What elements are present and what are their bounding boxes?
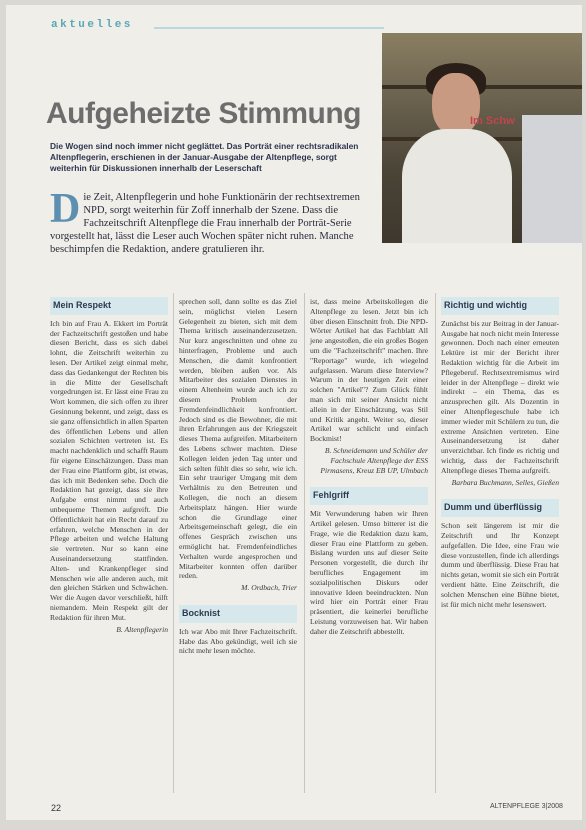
letter-signature: Barbara Buchmann, Selles, Gießen: [451, 477, 559, 487]
article-intro: [50, 186, 360, 256]
rubric-rule: [154, 27, 384, 29]
letter-signature: B. Schneidemann und Schüler der Fachschule Altenpflege der ESS Pirmasens, Kreuz EB UP, Ulmbach: [320, 445, 428, 475]
letter-body: Mit Verwunderung haben wir Ihren Artikel gelesen. Umso bitterer ist die Frage, wie die Redaktion dazu kam, dieser Frau eine Plattform zu geben. Bislang wurden uns auf dieser Seite Personen vorgestellt, die durch ihr berufliches Engagement im sozialpolitischen Diskurs oder innovative Ideen beeindruckten. Nun wird hier ein Porträt einer Frau präsentiert, die keinerlei berufliche Leistung vorzuweisen hat. Wir haben daher die Zeitschrift abbestellt.: [310, 509, 428, 636]
section-rubric: aktuelles: [51, 19, 133, 31]
letter-heading: Mein Respekt: [50, 297, 168, 315]
letter-heading: Dumm und überflüssig: [441, 499, 559, 517]
photo-body: [402, 129, 512, 243]
column-rule: [173, 293, 174, 793]
letter-signature: M. Ordbach, Trier: [241, 583, 297, 593]
intro-text: ie Zeit, Altenpflegerin und hohe Funktionärin der rechtsextremen NPD, sorgt weiterhin für Zoff innerhalb der Szene. Dass die Fachzeitschrift Altenpflege die Frau innerhalb der Porträt-Serie vorgestellt hat, lässt die Leser auch Wochen später nicht ruhen. Manche beschimpfen die Redaktion, andere gratulieren ihr.: [50, 192, 360, 255]
letter-heading: Fehlgriff: [310, 487, 428, 505]
letter-body: Zunächst bis zur Beitrag in der Januar-Ausgabe hat noch nicht mein Interesse gewonnen. Doch nach einer erneuten Lektüre ist mir der Bericht ihrer Redaktion wichtig für die Arbeit im Pflegeberuf. Rechtsextremismus wird leider in der Altenpflege – direkt wie indirekt – ein Thema, das es anzusprechen gilt. Als Dozentin in einer Altenpflegeschule habe ich immer wieder mit Schülern zu tun, die extreme Ansichten vertreten. Eine Auseinandersetzung ist daher unverzichtbar. Ich finde es richtig und wichtig, dass der Fachzeitschrift Altenpflege dieses Thema aufgreift.: [441, 318, 559, 475]
photo-poster: [522, 115, 582, 243]
letter-heading: Richtig und wichtig: [441, 297, 559, 315]
letter-column-3: [310, 297, 428, 639]
letter-heading: Bocknist: [179, 605, 297, 623]
portrait-photo: [382, 33, 582, 243]
article-headline: Aufgeheizte Stimmung: [46, 97, 362, 130]
letter-body: ist, dass meine Arbeitskollegen die Altenpflege zu lesen. Jetzt bin ich über diesen Einschnitt froh. Die NPD-Wörter Artikel hat das Fachblatt All jene angestoßen, die ein großes Bogen um die "Fachzeitschrift" machen. Ihre "Reportage" wurde, ich wiegelnd aufgelassen. Warum diese Interview? Warum in der heutigen Zeit einer solchen "Artikel"? Zum Glück fühlt man sich mit seiner Ansicht nicht allein in der Einschätzung, was Stil und Kritik angeht. Weiter so, dieser Artikel war schlicht und einfach Bockmist!: [310, 297, 428, 444]
column-rule: [435, 293, 436, 793]
letter-body: sprechen soll, dann sollte es das Ziel sein, möglichst vielen Lesern Gelegenheit zu bieten, sich mit dem Thema kritisch auseinanderzusetzen. Nur kurz angeschnitten und ohne zu hinterfragen, Probleme und auch Menschen, die damit konfrontiert werden, bleiben außen vor. Als Mitarbeiter des sozialen Dienstes in einem Altenheim wurde auch ich zu diesem Problem der Fremdenfeindlichkeit konfrontiert. Jedoch sind es die Bewohner, die mit ihren Erfahrungen aus der Kriegszeit dieses Thema aufgreifen. Mitarbeitern des Lebens schwer machten. Diese Kollegen leiden jeden Tag unter und sich selten fühlt dies so sehr, wie ich. Ein sehr trauriger Umgang mit dem Verhältnis zu den Betreuten und Kollegen, die noch an diesem Arbeitsplatz hängen. Hier wurde schon die Grundlage einer Arbeitsgemeinschaft gelegt, die ein offenes Gespräch zwischen uns ermöglicht hat. Fremdenfeindliches Verhalten wurde angesprochen und Mitarbeiter konnten offen darüber reden.: [179, 297, 297, 581]
drop-cap: D: [50, 186, 81, 232]
letter-signature: B. Altenpflegerin: [116, 624, 168, 634]
letter-column-1: [50, 297, 168, 634]
letter-column-2: [179, 297, 297, 656]
column-rule: [304, 293, 305, 793]
letter-body: Ich war Abo mit Ihrer Fachzeitschrift. Habe das Abo gekündigt, weil ich sie nicht mehr lesen möchte.: [179, 626, 297, 656]
letter-body: Ich bin auf Frau A. Ekkert im Porträt der Fachzeitschrift gestoßen und habe diesen Bericht, dass es sich dabei lohnt, die Zeitschrift weiterhin zu lesen. Der Artikel zeigt einmal mehr, dass das Gedankengut der Rechten bis in die Mitte der Gesellschaft vorgedrungen ist. Er lässt eine Frau zu Wort kommen, die sich offen zu ihrer Gesinnung bekennt, und zeigt, dass es sie ganz offensichtlich in allen Sparten des öffentlichen Lebens und allen sozialen Schichten vertreten ist. Es macht nachdenklich und schafft Raum für eigene Einschätzungen. Dass man der Frau eine Plattform gibt, ist etwas, das ich mit Bedenken sehe. Doch die Redaktion hat gezeigt, dass sie ihre Aufgabe ernst nimmt und auch unbequeme Themen aufgreift. Die Öffentlichkeit hat ein Recht darauf zu erfahren, welche Menschen in der Pflege arbeiten und welche Haltung sie vertreten. Nur so kann eine Auseinandersetzung stattfinden. Alten- und Krankenpfleger sind Menschen wie alle anderen auch, mit den gleichen Stärken und Schwächen. Wer die Augen davor verschließt, hilft niemandem. Mein Respekt gilt der Redaktion für ihren Mut.: [50, 318, 168, 622]
letter-column-4: [441, 297, 559, 609]
magazine-page: [6, 5, 582, 820]
page-number: 22: [51, 803, 62, 813]
issue-footer: ALTENPFLEGE 3|2008: [490, 803, 563, 810]
photo-poster-text: Im Schw: [470, 115, 515, 127]
article-lead: Die Wogen sind noch immer nicht geglättet. Das Porträt einer rechtsradikalen Altenpflegerin, erschienen in der Januar-Ausgabe der Altenpflege, sorgt weiterhin für Diskussionen innerhalb der Leserschaft: [50, 141, 359, 173]
letter-body: Schon seit längerem ist mir die Zeitschrift und Ihr Konzept aufgefallen. Die Idee, eine Frau wie diese vorzustellen, finde ich allerdings dumm und überflüssig. Diese Frau hat nichts getan, womit sie sich ein Porträt verdient hätte. Eine Zeitschrift, die solchen Menschen eine Bühne bietet, ist für mich nicht mehr lesenswert.: [441, 521, 559, 609]
